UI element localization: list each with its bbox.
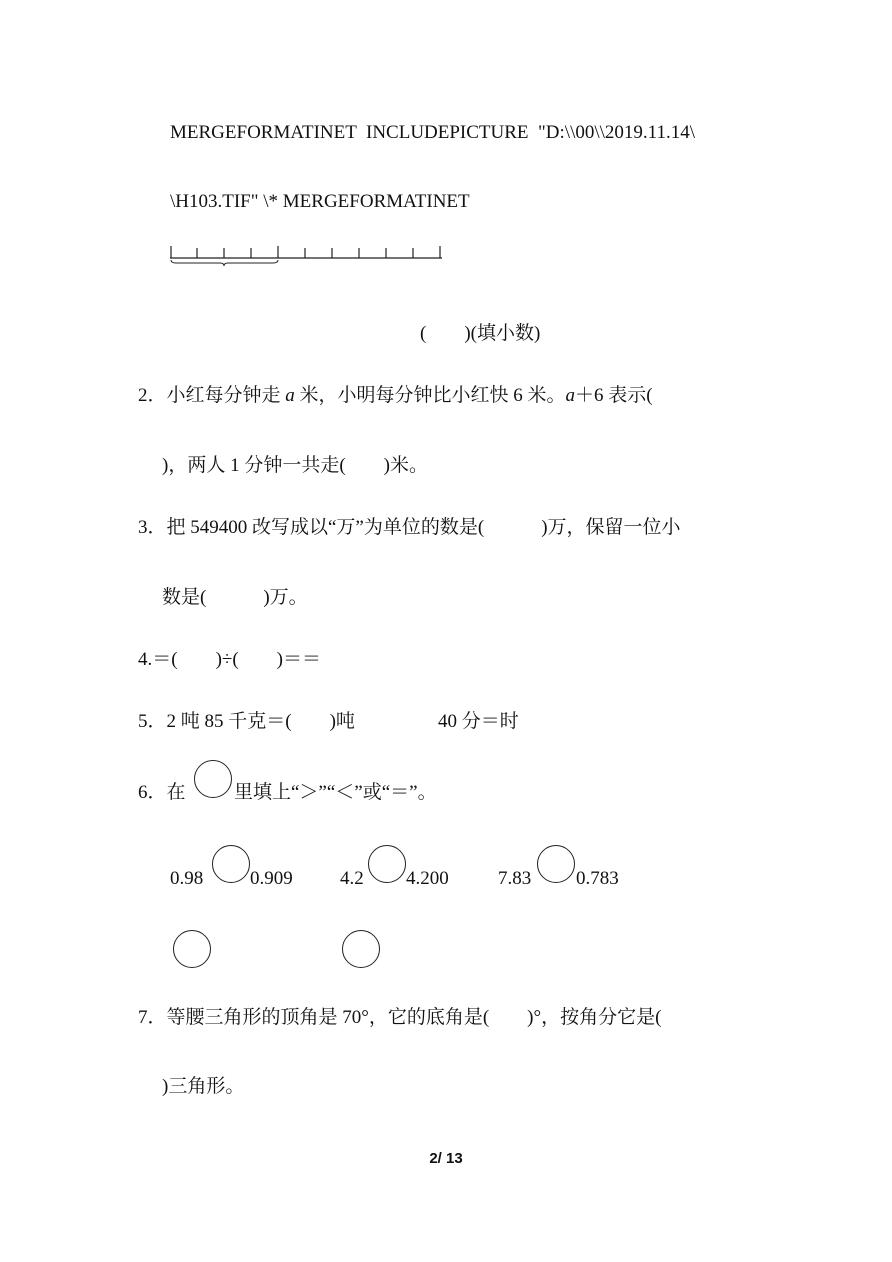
comparison-circle-2[interactable] — [368, 845, 406, 883]
question-6-prefix: 6．在 — [138, 782, 186, 803]
q2-text-b: 米，小明每分钟比小红快 6 米。 — [294, 385, 566, 406]
question-3-line-1: 3．把 549400 改写成以“万”为单位的数是( )万，保留一位小 — [138, 517, 681, 538]
compare-2-right: 4.200 — [406, 868, 449, 889]
merge-field-line-2: \H103.TIF" \* MERGEFORMATINET — [170, 191, 470, 212]
compare-3-right: 0.783 — [576, 868, 619, 889]
question-5-part-b: 40 分＝时 — [438, 711, 519, 732]
question-5-part-a: 5．2 吨 85 千克＝( )吨 — [138, 711, 355, 732]
question-7-line-2: )三角形。 — [162, 1076, 245, 1097]
comparison-circle-1[interactable] — [212, 845, 250, 883]
q2-text-a: 2．小红每分钟走 — [138, 385, 286, 406]
fill-decimal-line: ( )(填小数) — [420, 323, 541, 344]
comparison-circle-example — [194, 760, 232, 798]
comparison-circle-5[interactable] — [342, 930, 380, 968]
compare-2-left: 4.2 — [340, 868, 364, 889]
question-2-line-1 — [138, 384, 653, 408]
q2-text-c: ＋6 表示( — [575, 385, 653, 406]
compare-3-left: 7.83 — [498, 868, 532, 889]
question-6-instruction: 里填上“＞”“＜”或“＝”。 — [234, 782, 437, 803]
comparison-circle-3[interactable] — [537, 845, 575, 883]
page-number: 2/ 13 — [429, 1150, 463, 1167]
compare-1-right: 0.909 — [250, 868, 293, 889]
question-3-line-2: 数是( )万。 — [162, 587, 308, 608]
q2-variable-a: a — [285, 385, 295, 406]
merge-field-line-1: MERGEFORMATINET INCLUDEPICTURE "D:\\00\\2019.11.14\ — [170, 122, 695, 143]
number-line-ruler — [170, 242, 445, 268]
question-2-line-2: )，两人 1 分钟一共走( )米。 — [162, 455, 428, 476]
question-7-line-1: 7．等腰三角形的顶角是 70°，它的底角是( )°，按角分它是( — [138, 1007, 662, 1028]
compare-1-left: 0.98 — [170, 868, 204, 889]
question-4-line: 4.＝( )÷( )＝＝ — [138, 649, 321, 670]
comparison-circle-4[interactable] — [173, 930, 211, 968]
q2-variable-a-2: a — [565, 385, 576, 406]
